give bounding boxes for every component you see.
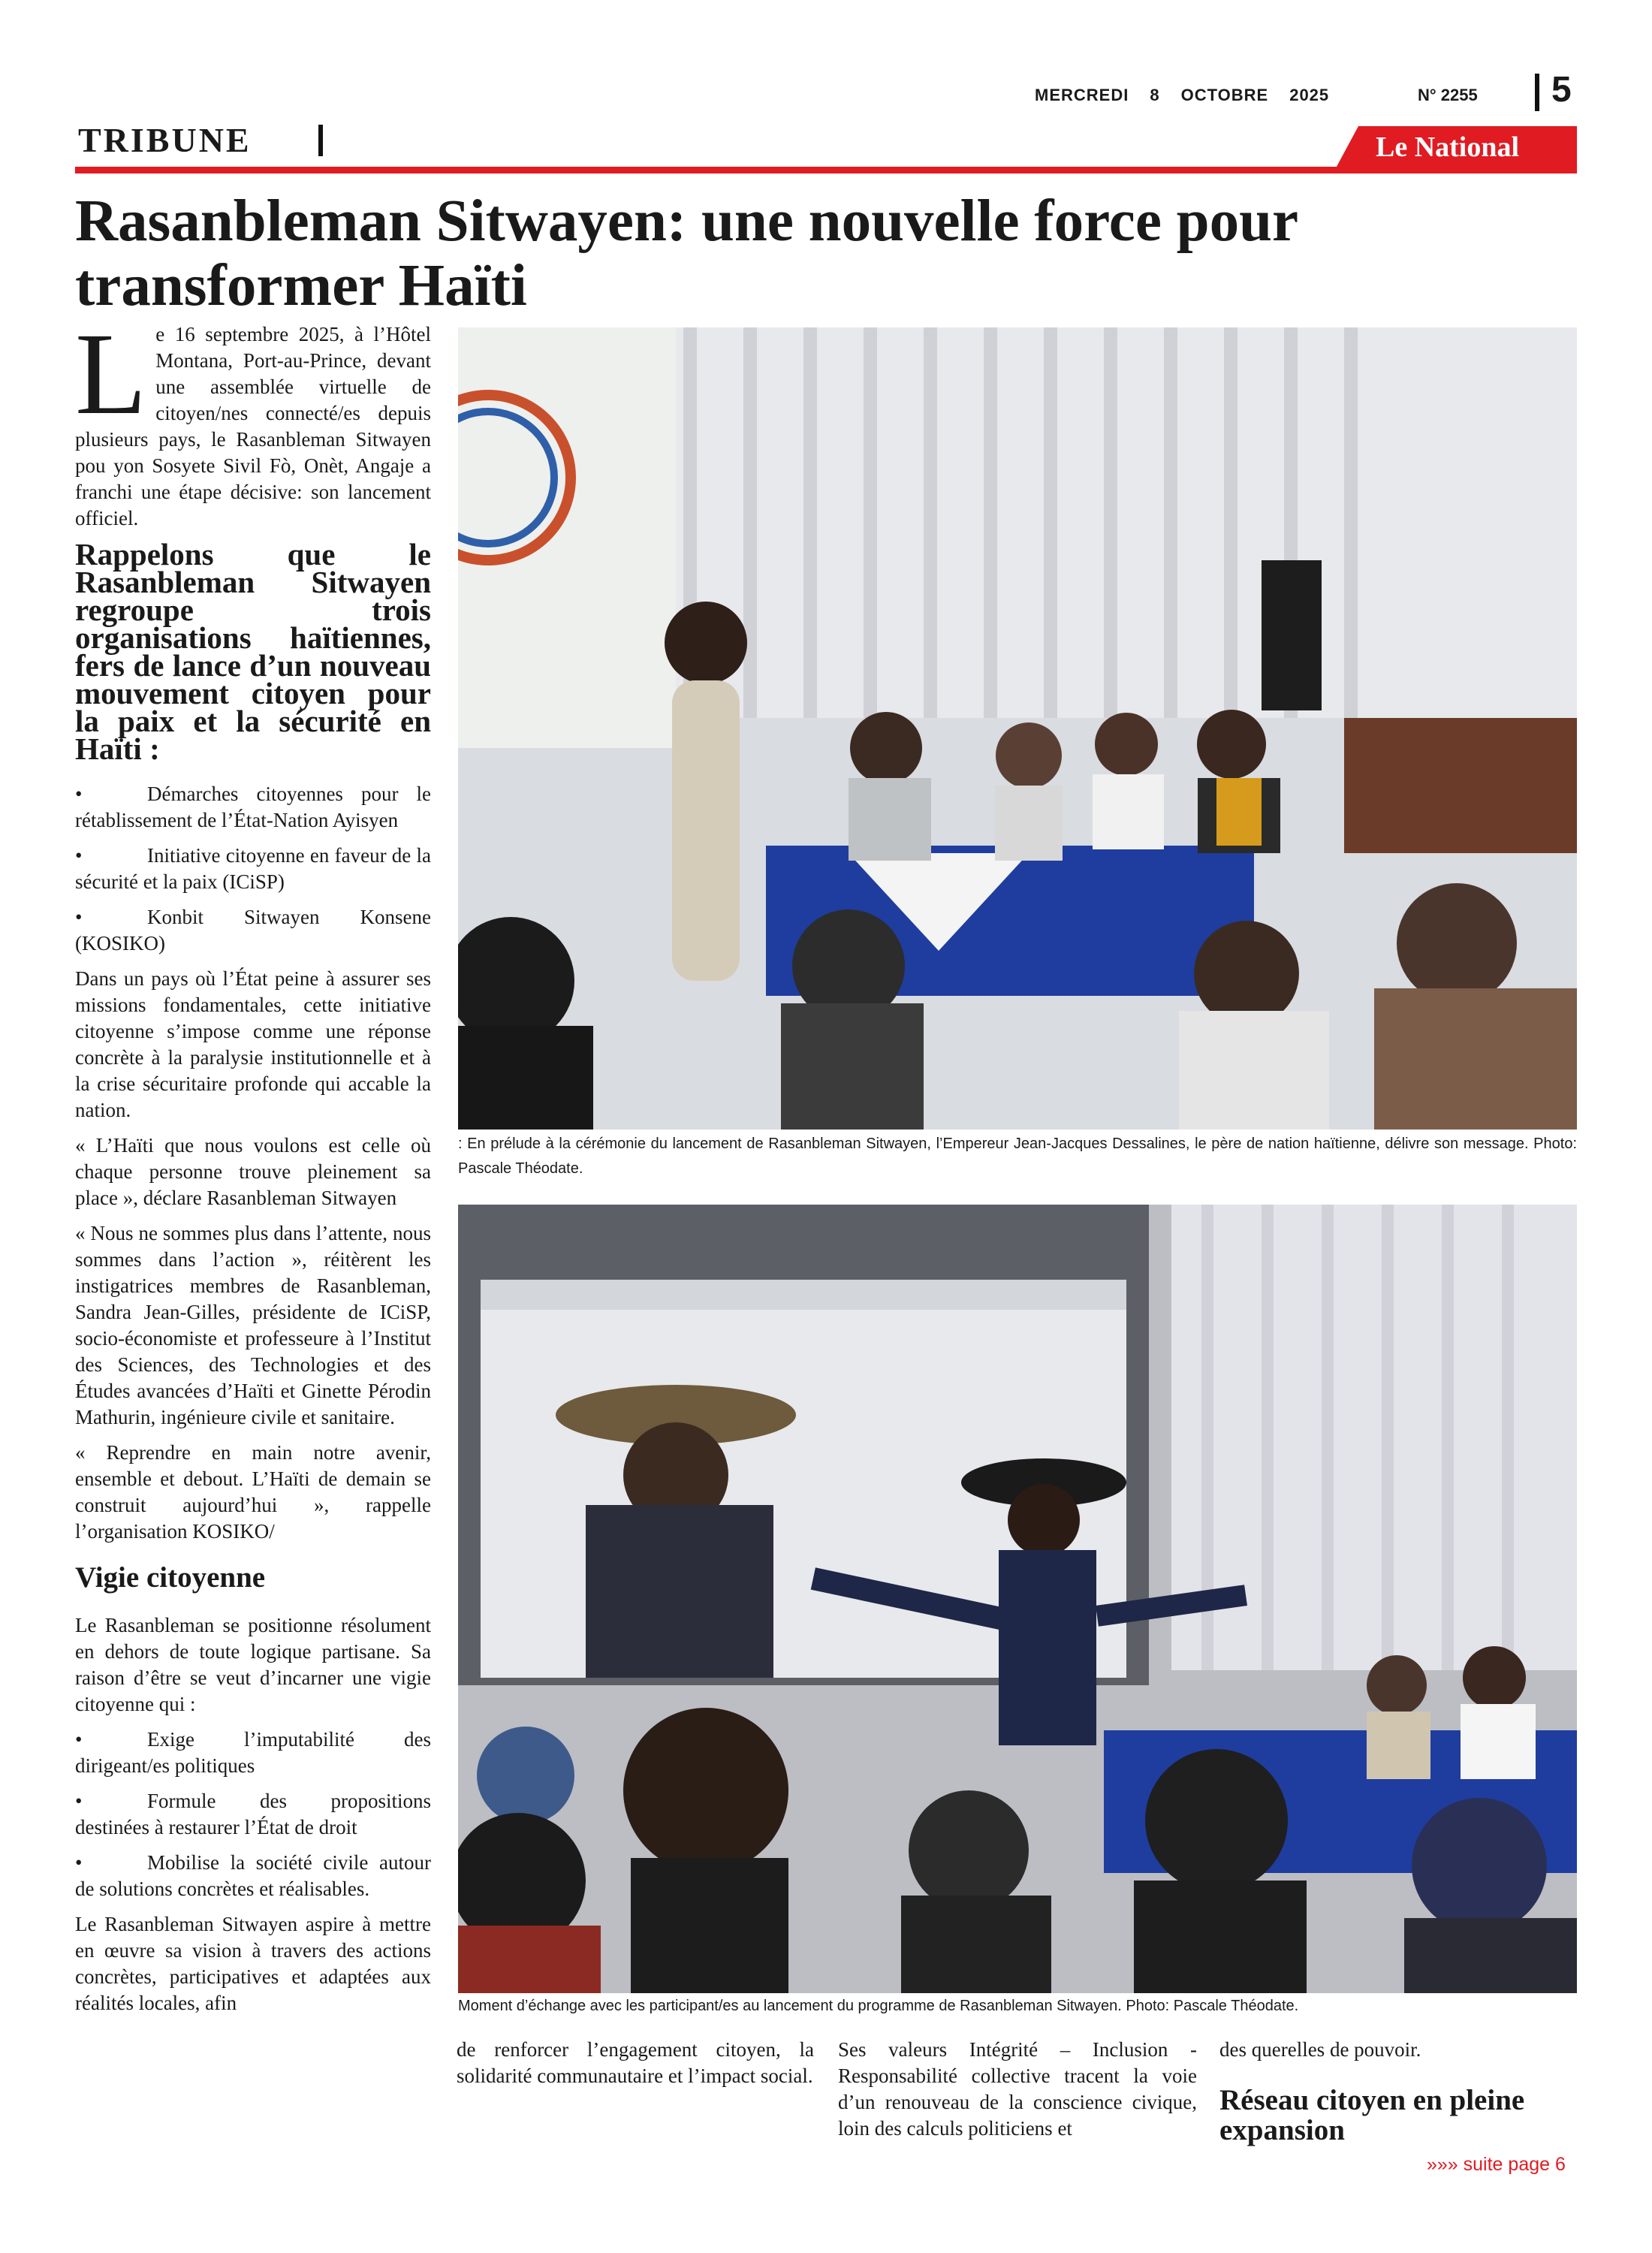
lead-paragraph [75, 309, 431, 532]
masthead-title: Le National [1376, 131, 1520, 163]
org-item-text: Initiative citoyenne en faveur de la sécurité et la paix (ICiSP) [75, 844, 431, 893]
subhead-rappelons: Rappelons que le Rasanbleman Sitwayen regroupe trois organisations haïtiennes, fers de lance d’un nouveau mouvement citoyen pour la paix et la sécurité en Haïti : [75, 537, 431, 766]
article-column-1 [75, 309, 431, 2025]
article-column-4 [1219, 2037, 1577, 2146]
issue-number: N° 2255 [1418, 86, 1478, 104]
lead-text: e 16 septembre 2025, à l’Hôtel Montana, Port-au-Prince, devant une assemblée virtuelle de citoyen/nes connecté/es depuis plusieurs pays, le Rasanbleman Sitwayen pou yon Sosyete Sivil Fò, Onèt, Angaje a franchi une étape décisive: son lancement officiel. [75, 323, 431, 529]
date-day: MERCREDI [1035, 86, 1129, 104]
vigie-item-text: Formule des propositions destinées à restaurer l’État de droit [75, 1790, 431, 1838]
org-item-text: Konbit Sitwayen Konsene (KOSIKO) [75, 906, 431, 955]
list-item: • Initiative citoyenne en faveur de la sécurité et la paix (ICiSP) [75, 844, 431, 893]
list-item: • Démarches citoyennes pour le rétablissement de l’État-Nation Ayisyen [75, 783, 431, 831]
header-divider [1535, 74, 1539, 111]
headline-line-1: Rasanbleman Sitwayen: une nouvelle force pour [75, 189, 1299, 254]
list-item: • Formule des propositions destinées à restaurer l’État de droit [75, 1790, 431, 1838]
article-column-2 [457, 2037, 814, 2098]
photo-caption-2: Moment d’échange avec les participant/es au lancement du programme de Rasanbleman Sitwayen. Photo: Pascale Théodate. [458, 1998, 1299, 2014]
subhead-reseau: Réseau citoyen en pleine expansion [1219, 2084, 1525, 2146]
list-item: • Mobilise la société civile autour de solutions concrètes et réalisables. [75, 1851, 431, 1900]
body-paragraph: « Nous ne sommes plus dans l’attente, nous sommes dans l’action », réitèrent les instigatrices membres de Rasanbleman, Sandra Jean-Gilles, présidente de ICiSP, socio-économiste et professeure à l’Institut des Sciences, des Technologies et des Études avancées d’Haïti et Ginette Pérodin Mathurin, ingénieure civile et sanitaire. [75, 1222, 431, 1428]
drop-cap: L [75, 309, 147, 439]
body-paragraph: Ses valeurs Intégrité – Inclusion - Responsabilité collective tracent la voie d’un renouveau de la conscience civique, loin des calculs politiciens et [838, 2038, 1197, 2140]
date-month: OCTOBRE [1180, 86, 1269, 104]
body-paragraph: des querelles de pouvoir. [1219, 2038, 1421, 2061]
body-paragraph: Le Rasanbleman se positionne résolument en dehors de toute logique partisane. Sa raison d’être se veut d’incarner une vigie citoyenne qui : [75, 1614, 431, 1715]
headline [75, 189, 1502, 318]
list-item: • Exige l’imputabilité des dirigeant/es politiques [75, 1728, 431, 1777]
section-divider [318, 125, 323, 156]
date-year: 2025 [1289, 86, 1330, 104]
body-paragraph: Le Rasanbleman Sitwayen aspire à mettre en œuvre sa vision à travers des actions concrètes, participatives et adaptées aux réalités locales, afin [75, 1913, 431, 2014]
article-column-3 [838, 2037, 1197, 2151]
vigie-item-text: Exige l’imputabilité des dirigeant/es politiques [75, 1728, 431, 1777]
org-item-text: Démarches citoyennes pour le rétablissement de l’État-Nation Ayisyen [75, 783, 431, 831]
date-number: 8 [1150, 86, 1160, 104]
photo-dessalines-panel [458, 1205, 1577, 1993]
body-paragraph: « Reprendre en main notre avenir, ensemble et debout. L’Haïti de demain se construit aujourd’hui », rappelle l’organisation KOSIKO/ [75, 1441, 431, 1543]
vigie-item-text: Mobilise la société civile autour de solutions concrètes et réalisables. [75, 1851, 431, 1900]
list-item: • Konbit Sitwayen Konsene (KOSIKO) [75, 906, 431, 955]
section-label: TRIBUNE [78, 121, 252, 159]
body-paragraph: « L’Haïti que nous voulons est celle où chaque personne trouve pleinement sa place », déclare Rasanbleman Sitwayen [75, 1134, 431, 1209]
body-paragraph: de renforcer l’engagement citoyen, la solidarité communautaire et l’impact social. [457, 2038, 814, 2087]
photo-launch-panel [458, 327, 1577, 1130]
photo-launch-illustration [458, 327, 1577, 1130]
page-number: 5 [1551, 70, 1572, 110]
photo-caption-1: : En prélude à la cérémonie du lancement de Rasanbleman Sitwayen, l’Empereur Jean-Jacques Dessalines, le père de nation haïtienne, délivre son message. Photo: Pascale Théodate. [458, 1136, 1577, 1177]
subhead-vigie: Vigie citoyenne [75, 1561, 266, 1594]
headline-line-2: transformer Haïti [75, 253, 527, 318]
continued-link[interactable]: »»» suite page 6 [1427, 2154, 1566, 2175]
photo-dessalines-illustration [458, 1205, 1577, 1993]
body-paragraph: Dans un pays où l’État peine à assurer ses missions fondamentales, cette initiative citoyenne s’impose comme une réponse concrète à la paralysie institutionnelle et à la crise sécuritaire profonde qui accable la nation. [75, 967, 431, 1121]
issue-date [1035, 86, 1350, 105]
